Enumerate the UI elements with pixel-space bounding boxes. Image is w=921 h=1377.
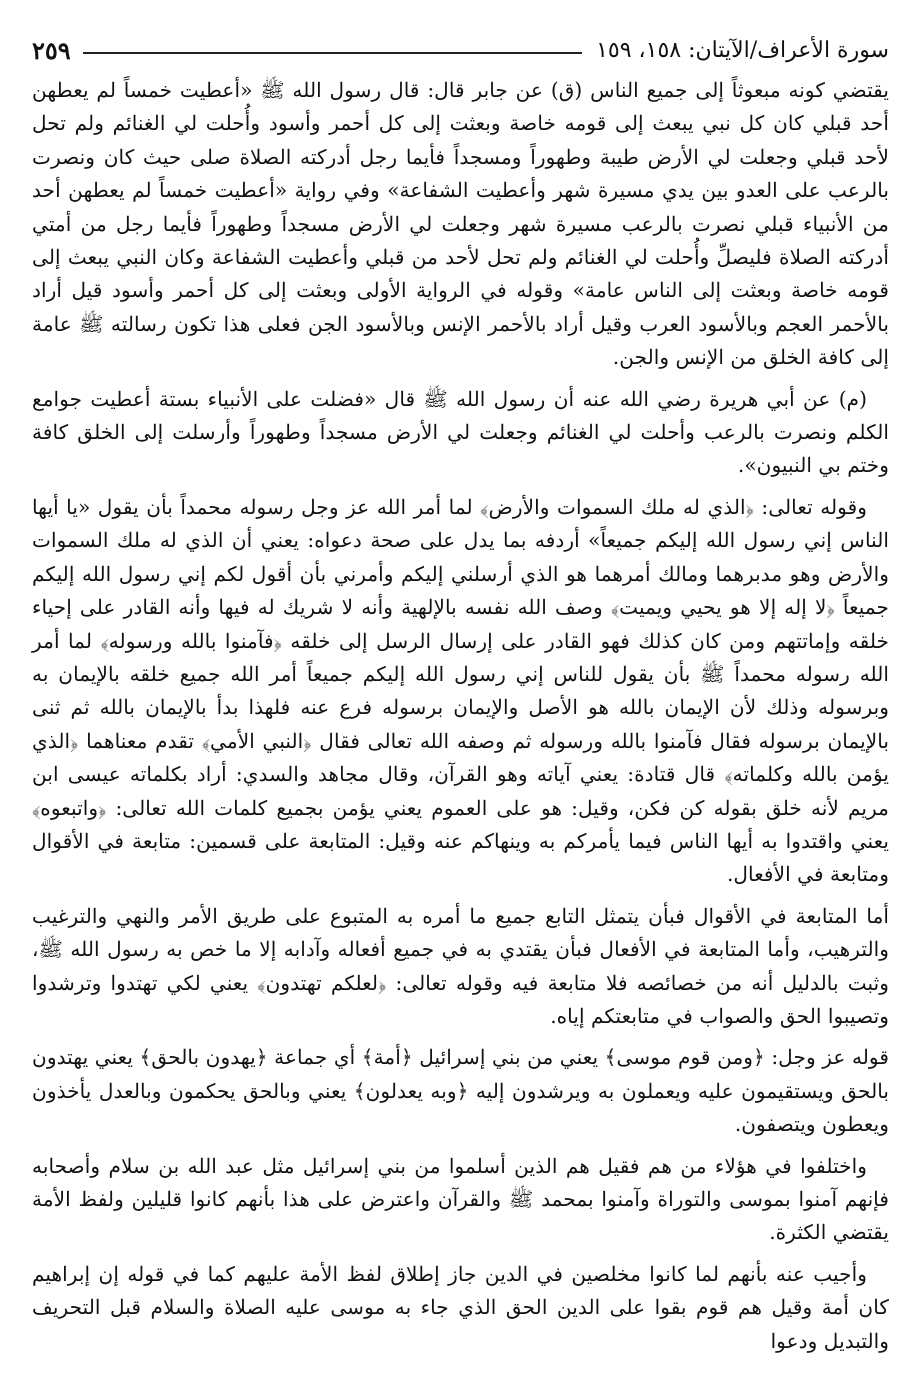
header-rule: [83, 52, 582, 54]
running-title: سورة الأعراف/الآيتان: ١٥٨، ١٥٩: [596, 37, 889, 63]
paragraph-following-sayings-deeds: [32, 900, 889, 1034]
paragraph-disagreement: [32, 1150, 889, 1250]
paragraph-text: واختلفوا في هؤلاء من هم فقيل هم الذين أسلموا من بني إسرائيل مثل عبد الله بن سلام وأصحابه فإنهم آمنوا بموسى والتوراة وآمنوا بمحمد ﷺ والقرآن واعترض على هذا بأنهم كانوا قليلين ولفظ الأمة يقتضي الكثرة.: [32, 1153, 889, 1245]
paragraph-text: وقوله تعالى: ﴿الذي له ملك السموات والأرض﴾ لما أمر الله عز وجل رسوله محمداً بأن يقول «يا أيها الناس إني رسول الله إليكم جميعاً» أردفه بما يدل على صحة دعواه: يعني أن الذي له ملك السموات والأرض وهو مدبرهما ومالك أمرهما هو الذي أرسلني إليكم وأمرني بأن أقول لكم إني رسول الله إليكم جميعاً ﴿لا إله إلا هو يحيي ويميت﴾ وصف الله نفسه بالإلهية وأنه لا شريك له فيها وأنه القادر على إحياء خلقه وإماتتهم ومن كان كذلك فهو القادر على إرسال الرسل إلى خلقه ﴿فآمنوا بالله ورسوله﴾ لما أمر الله رسوله محمداً ﷺ بأن يقول للناس إني رسول الله إليكم جميعاً أمر الله جميع خلقه بالإيمان به وبرسوله وذلك لأن الإيمان بالله هو الأصل والإيمان برسوله فرع عنه فلهذا بدأ بالإيمان بالله ثم ثنى بالإيمان برسوله فقال فآمنوا بالله ورسوله ثم وصفه الله تعالى فقال ﴿النبي الأمي﴾ تقدم معناهما ﴿الذي يؤمن بالله وكلماته﴾ قال قتادة: يعني آياته وهو القرآن، وقال مجاهد والسدي: أراد بكلماته عيسى ابن مريم لأنه خلق بقوله كن فكن، وقيل: هو على العموم يعني يؤمن بجميع كلمات الله تعالى: ﴿واتبعوه﴾ يعني واقتدوا به أيها الناس فيما يأمركم به وينهاكم عنه وقيل: المتابعة على قسمين: متابعة في الأقوال ومتابعة في الأفعال.: [32, 494, 889, 887]
paragraph-text: (م) عن أبي هريرة رضي الله عنه أن رسول الله ﷺ قال «فضلت على الأنبياء بستة أعطيت جوامع الكلم ونصرت بالرعب وأحلت لي الغنائم وجعلت لي الأرض مسجداً وطهوراً وأرسلت إلى الخلق كافة وختم بي النبيون».: [32, 386, 889, 478]
running-header: [32, 30, 889, 70]
page-number: ٢٥٩: [32, 35, 71, 65]
paragraph-text: وأجيب عنه بأنهم لما كانوا مخلصين في الدين جاز إطلاق لفظ الأمة عليهم كما في قوله إن إبراهيم كان أمة وقيل هم قوم بقوا على الدين الحق الذي جاء به موسى عليه الصلاة والسلام قبل التحريف والتبديل ودعوا: [32, 1261, 889, 1353]
paragraph-hadith-jabir: [32, 74, 889, 375]
paragraph-verse-159: [32, 1041, 889, 1141]
paragraph-text: أما المتابعة في الأقوال فبأن يتمثل التابع جميع ما أمره به المتبوع على طريق الأمر والنهي والترغيب والترهيب، وأما المتابعة في الأفعال فبأن يقتدي به في جميع أفعاله وآدابه إلا ما خص به رسول الله ﷺ، وثبت بالدليل أنه من خصائصه فلا متابعة فيه وقوله تعالى: ﴿لعلكم تهتدون﴾ يعني لكي تهتدوا وترشدوا وتصيبوا الحق والصواب في متابعتكم إياه.: [32, 903, 889, 1028]
paragraph-text: يقتضي كونه مبعوثاً إلى جميع الناس (ق) عن جابر قال: قال رسول الله ﷺ «أعطيت خمساً لم يعطهن أحد قبلي كان كل نبي يبعث إلى قومه خاصة وبعثت إلى كل أحمر وأسود وأُحلت لي الغنائم ولم تحل لأحد قبلي وجعلت لي الأرض طيبة وطهوراً ومسجداً فأيما رجل أدركته الصلاة صلى حيث كان ونصرت بالرعب على العدو بين يدي مسيرة شهر وأعطيت الشفاعة» وفي رواية «أعطيت خمساً لم يعطهن أحد من الأنبياء قبلي نصرت بالرعب مسيرة شهر وجعلت لي الأرض مسجداً وطهوراً فأيما رجل من أمتي أدركته الصلاة فليصلِّ وأُحلت لي الغنائم ولم تحل لأحد من قبلي وأعطيت الشفاعة وكان النبي يبعث إلى قومه خاصة وبعثت إلى الناس عامة» وقوله في الرواية الأولى وبعثت إلى كل أحمر وأسود قيل أراد بالأحمر العجم وبالأسود العرب وقيل أراد بالأحمر الإنس وبالأسود الجن فعلى هذا تكون رسالته ﷺ عامة إلى كافة الخلق من الإنس والجن.: [32, 78, 889, 370]
paragraph-verse-158-commentary: [32, 491, 889, 892]
paragraph-hadith-abu-hurayra: [32, 383, 889, 483]
paragraph-response: [32, 1258, 889, 1358]
paragraph-text: قوله عز وجل: ﴿ومن قوم موسى﴾ يعني من بني إسرائيل ﴿أمة﴾ أي جماعة ﴿يهدون بالحق﴾ يعني يهتدون بالحق ويستقيمون عليه ويعملون به ويرشدون إليه ﴿وبه يعدلون﴾ يعني وبالحق يحكمون وبالعدل يأخذون ويعطون ويتصفون.: [32, 1045, 889, 1137]
body-text: [32, 74, 889, 1358]
